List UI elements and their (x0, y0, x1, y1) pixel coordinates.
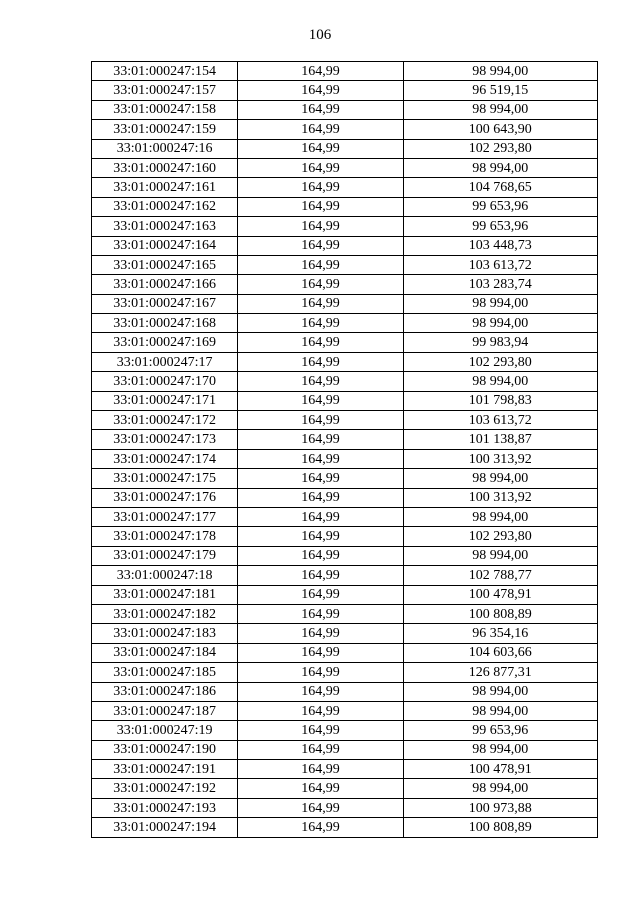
table-row (92, 546, 598, 565)
cadastral-value-cell: 100 478,91 (403, 760, 597, 779)
table-row (92, 663, 598, 682)
cadastral-number-cell: 33:01:000247:17 (92, 352, 238, 371)
cadastral-number-cell: 33:01:000247:177 (92, 507, 238, 526)
rate-cell: 164,99 (238, 779, 403, 798)
cadastral-number-cell: 33:01:000247:193 (92, 798, 238, 817)
cadastral-value-cell: 98 994,00 (403, 158, 597, 177)
cadastral-number-cell: 33:01:000247:160 (92, 158, 238, 177)
cadastral-number-cell: 33:01:000247:158 (92, 100, 238, 119)
cadastral-value-cell: 96 519,15 (403, 81, 597, 100)
table-row (92, 391, 598, 410)
rate-cell: 164,99 (238, 682, 403, 701)
cadastral-number-cell: 33:01:000247:163 (92, 217, 238, 236)
table-row (92, 120, 598, 139)
cadastral-value-table (91, 61, 598, 838)
table-row (92, 197, 598, 216)
cadastral-number-cell: 33:01:000247:179 (92, 546, 238, 565)
cadastral-value-cell: 102 293,80 (403, 527, 597, 546)
table-row (92, 643, 598, 662)
rate-cell: 164,99 (238, 178, 403, 197)
cadastral-number-cell: 33:01:000247:159 (92, 120, 238, 139)
rate-cell: 164,99 (238, 546, 403, 565)
cadastral-number-cell: 33:01:000247:165 (92, 255, 238, 274)
table-row (92, 798, 598, 817)
rate-cell: 164,99 (238, 507, 403, 526)
rate-cell: 164,99 (238, 158, 403, 177)
cadastral-number-cell: 33:01:000247:16 (92, 139, 238, 158)
table-row (92, 178, 598, 197)
cadastral-value-cell: 104 768,65 (403, 178, 597, 197)
cadastral-number-cell: 33:01:000247:173 (92, 430, 238, 449)
rate-cell: 164,99 (238, 411, 403, 430)
table-row (92, 352, 598, 371)
table-row (92, 585, 598, 604)
cadastral-value-cell: 101 798,83 (403, 391, 597, 410)
cadastral-value-cell: 103 613,72 (403, 255, 597, 274)
rate-cell: 164,99 (238, 391, 403, 410)
cadastral-value-cell: 98 994,00 (403, 779, 597, 798)
cadastral-number-cell: 33:01:000247:190 (92, 740, 238, 759)
table-row (92, 139, 598, 158)
rate-cell: 164,99 (238, 62, 403, 81)
cadastral-number-cell: 33:01:000247:178 (92, 527, 238, 546)
cadastral-value-cell: 100 808,89 (403, 604, 597, 623)
table-row (92, 527, 598, 546)
cadastral-value-cell: 102 788,77 (403, 566, 597, 585)
table-row (92, 449, 598, 468)
rate-cell: 164,99 (238, 760, 403, 779)
table-body (92, 62, 598, 838)
table-row (92, 469, 598, 488)
cadastral-value-cell: 100 973,88 (403, 798, 597, 817)
cadastral-value-cell: 102 293,80 (403, 352, 597, 371)
cadastral-number-cell: 33:01:000247:166 (92, 275, 238, 294)
table-row (92, 372, 598, 391)
cadastral-number-cell: 33:01:000247:184 (92, 643, 238, 662)
table-row (92, 411, 598, 430)
rate-cell: 164,99 (238, 585, 403, 604)
cadastral-number-cell: 33:01:000247:186 (92, 682, 238, 701)
cadastral-value-cell: 126 877,31 (403, 663, 597, 682)
table-row (92, 158, 598, 177)
table-row (92, 314, 598, 333)
rate-cell: 164,99 (238, 372, 403, 391)
cadastral-value-cell: 98 994,00 (403, 546, 597, 565)
cadastral-number-cell: 33:01:000247:172 (92, 411, 238, 430)
cadastral-number-cell: 33:01:000247:185 (92, 663, 238, 682)
cadastral-value-cell: 101 138,87 (403, 430, 597, 449)
cadastral-number-cell: 33:01:000247:187 (92, 701, 238, 720)
table-row (92, 236, 598, 255)
rate-cell: 164,99 (238, 449, 403, 468)
table-row (92, 779, 598, 798)
cadastral-value-cell: 98 994,00 (403, 469, 597, 488)
cadastral-number-cell: 33:01:000247:18 (92, 566, 238, 585)
cadastral-number-cell: 33:01:000247:192 (92, 779, 238, 798)
table-row (92, 217, 598, 236)
rate-cell: 164,99 (238, 333, 403, 352)
table-row (92, 604, 598, 623)
table-row (92, 294, 598, 313)
rate-cell: 164,99 (238, 314, 403, 333)
cadastral-value-cell: 98 994,00 (403, 507, 597, 526)
cadastral-value-cell: 99 653,96 (403, 721, 597, 740)
rate-cell: 164,99 (238, 624, 403, 643)
rate-cell: 164,99 (238, 430, 403, 449)
table-row (92, 81, 598, 100)
cadastral-value-cell: 100 313,92 (403, 488, 597, 507)
rate-cell: 164,99 (238, 197, 403, 216)
cadastral-value-cell: 103 283,74 (403, 275, 597, 294)
cadastral-value-cell: 99 983,94 (403, 333, 597, 352)
table-row (92, 682, 598, 701)
cadastral-number-cell: 33:01:000247:183 (92, 624, 238, 643)
rate-cell: 164,99 (238, 81, 403, 100)
cadastral-value-cell: 98 994,00 (403, 682, 597, 701)
cadastral-number-cell: 33:01:000247:154 (92, 62, 238, 81)
table-row (92, 818, 598, 837)
cadastral-value-cell: 100 478,91 (403, 585, 597, 604)
cadastral-number-cell: 33:01:000247:161 (92, 178, 238, 197)
cadastral-value-cell: 99 653,96 (403, 217, 597, 236)
cadastral-number-cell: 33:01:000247:170 (92, 372, 238, 391)
cadastral-value-cell: 98 994,00 (403, 62, 597, 81)
cadastral-number-cell: 33:01:000247:175 (92, 469, 238, 488)
cadastral-number-cell: 33:01:000247:168 (92, 314, 238, 333)
cadastral-value-cell: 98 994,00 (403, 100, 597, 119)
cadastral-number-cell: 33:01:000247:167 (92, 294, 238, 313)
cadastral-value-cell: 103 448,73 (403, 236, 597, 255)
cadastral-number-cell: 33:01:000247:19 (92, 721, 238, 740)
cadastral-value-cell: 98 994,00 (403, 701, 597, 720)
table-row (92, 62, 598, 81)
cadastral-value-cell: 100 808,89 (403, 818, 597, 837)
cadastral-number-cell: 33:01:000247:164 (92, 236, 238, 255)
rate-cell: 164,99 (238, 721, 403, 740)
table-row (92, 255, 598, 274)
table-row (92, 740, 598, 759)
cadastral-value-cell: 102 293,80 (403, 139, 597, 158)
rate-cell: 164,99 (238, 566, 403, 585)
cadastral-number-cell: 33:01:000247:162 (92, 197, 238, 216)
rate-cell: 164,99 (238, 352, 403, 371)
cadastral-number-cell: 33:01:000247:169 (92, 333, 238, 352)
cadastral-number-cell: 33:01:000247:182 (92, 604, 238, 623)
cadastral-value-cell: 98 994,00 (403, 372, 597, 391)
table-row (92, 507, 598, 526)
table-row (92, 275, 598, 294)
table-row (92, 566, 598, 585)
rate-cell: 164,99 (238, 818, 403, 837)
rate-cell: 164,99 (238, 236, 403, 255)
rate-cell: 164,99 (238, 643, 403, 662)
cadastral-number-cell: 33:01:000247:174 (92, 449, 238, 468)
table-row (92, 624, 598, 643)
table-row (92, 701, 598, 720)
rate-cell: 164,99 (238, 488, 403, 507)
rate-cell: 164,99 (238, 100, 403, 119)
cadastral-value-cell: 103 613,72 (403, 411, 597, 430)
rate-cell: 164,99 (238, 740, 403, 759)
rate-cell: 164,99 (238, 294, 403, 313)
rate-cell: 164,99 (238, 604, 403, 623)
rate-cell: 164,99 (238, 120, 403, 139)
table-row (92, 721, 598, 740)
table-row (92, 333, 598, 352)
cadastral-value-cell: 96 354,16 (403, 624, 597, 643)
table-row (92, 100, 598, 119)
rate-cell: 164,99 (238, 139, 403, 158)
rate-cell: 164,99 (238, 798, 403, 817)
rate-cell: 164,99 (238, 275, 403, 294)
rate-cell: 164,99 (238, 701, 403, 720)
cadastral-value-cell: 98 994,00 (403, 294, 597, 313)
cadastral-number-cell: 33:01:000247:176 (92, 488, 238, 507)
rate-cell: 164,99 (238, 663, 403, 682)
cadastral-value-cell: 98 994,00 (403, 740, 597, 759)
rate-cell: 164,99 (238, 469, 403, 488)
rate-cell: 164,99 (238, 217, 403, 236)
cadastral-number-cell: 33:01:000247:181 (92, 585, 238, 604)
cadastral-value-cell: 100 643,90 (403, 120, 597, 139)
rate-cell: 164,99 (238, 527, 403, 546)
cadastral-number-cell: 33:01:000247:157 (92, 81, 238, 100)
table-row (92, 430, 598, 449)
cadastral-value-cell: 100 313,92 (403, 449, 597, 468)
page-number: 106 (308, 27, 332, 43)
cadastral-value-cell: 104 603,66 (403, 643, 597, 662)
cadastral-number-cell: 33:01:000247:171 (92, 391, 238, 410)
cadastral-number-cell: 33:01:000247:194 (92, 818, 238, 837)
cadastral-value-cell: 98 994,00 (403, 314, 597, 333)
rate-cell: 164,99 (238, 255, 403, 274)
cadastral-value-cell: 99 653,96 (403, 197, 597, 216)
table-row (92, 760, 598, 779)
cadastral-number-cell: 33:01:000247:191 (92, 760, 238, 779)
table-row (92, 488, 598, 507)
